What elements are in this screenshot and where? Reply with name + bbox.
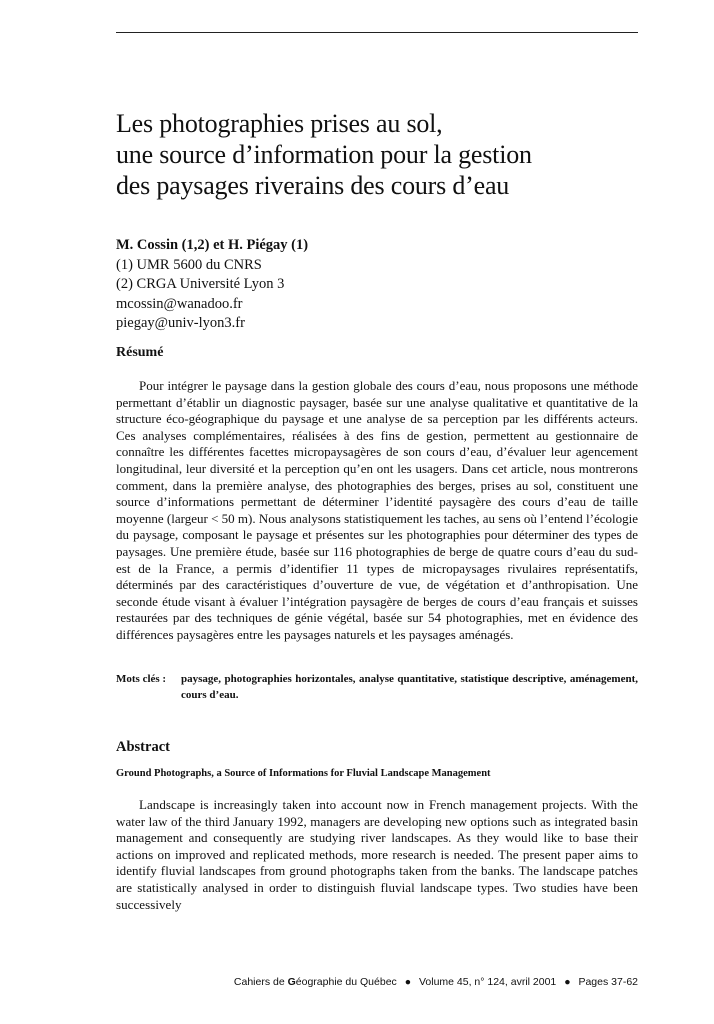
email-1: mcossin@wanadoo.fr	[116, 295, 243, 312]
author-block	[116, 236, 516, 334]
journal-prefix: Cahiers de	[233, 976, 288, 988]
affiliation-2: (2) CRGA Université Lyon 3	[116, 276, 285, 292]
page-footer	[116, 976, 638, 988]
abstract-subtitle: Ground Photographs, a Source of Informations for Fluvial Landscape Management	[116, 768, 491, 779]
affiliation-1: (1) UMR 5600 du CNRS	[116, 256, 262, 273]
author-names: M. Cossin (1,2) et H. Piégay (1)	[116, 237, 309, 253]
volume-info: Volume 45, n° 124, avril 2001	[418, 976, 557, 988]
journal-g: G	[287, 976, 296, 988]
keywords-label: Mots clés :	[116, 673, 167, 685]
journal-suffix: éographie du Québec	[295, 976, 397, 988]
resume-heading: Résumé	[116, 345, 164, 360]
abstract-paragraph: Landscape is increasingly taken into account now in French management projects. With the water law of the third January 1992, managers are developing new options such as integrated basin management and consequently are studying river landscapes. As they would like to base their actions on improved and replicated methods, more research is needed. The present paper aims to identify fluvial landscapes from ground photographs taken from the banks. The landscape patches are statistically analysed in order to distinguish fluvial landscape types. Two studies have been successively	[116, 797, 638, 912]
keywords-block	[116, 672, 638, 703]
bullet-icon: ●	[404, 976, 412, 988]
page-range: Pages 37-62	[578, 976, 638, 988]
title-line-1: Les photographies prises au sol,	[116, 109, 443, 138]
top-rule	[116, 32, 638, 33]
article-title	[116, 108, 656, 201]
email-2: piegay@univ-lyon3.fr	[116, 315, 245, 331]
abstract-heading: Abstract	[116, 739, 170, 755]
resume-paragraph: Pour intégrer le paysage dans la gestion globale des cours d’eau, nous proposons une méthode permettant d’établir un diagnostic paysager, basée sur une analyse qualitative et quantitative de la structure éco-géographique du paysage et une analyse de sa perception par les différents acteurs. Ces analyses complémentaires, réalisées à des fins de gestion, permettent au gestionnaire de connaître les différentes facettes micropaysagères de son cours d’eau, d’évaluer leur agencement longitudinal, leur diversité et la perception qu’en ont les usagers. Dans cet article, nous montrerons comment, dans la première analyse, des photographies des berges, prises au sol, constituent une source d’informations permettant de déterminer l’identité paysagère des cours d’eau de taille moyenne (largeur < 50 m). Nous analysons statistiquement les taches, au sens où l’entend l’écologie du paysage, composant le paysage et présentes sur les photographies pour déterminer des types de paysages. Une première étude, basée sur 116 photographies de berge de quatre cours d’eau du sud-est de la France, a permis d’identifier 11 types de micropaysages rivulaires représentatifs, déterminés par des caractéristiques d’ouverture de vue, de végétation et d’anthropisation. Une seconde étude visant à évaluer l’intégration paysagère de berges de cours d’eau français et suisses restaurées par des techniques de génie végétal, basée sur 54 photographies, met en évidence des différences paysagères entre les paysages naturels et les paysages aménagés.	[116, 378, 638, 642]
title-line-2: une source d’information pour la gestion	[116, 140, 532, 169]
keywords-text: paysage, photographies horizontales, analyse quantitative, statistique descriptive, aménagement, cours d’eau.	[181, 673, 638, 701]
bullet-icon: ●	[564, 976, 571, 988]
title-line-3: des paysages riverains des cours d’eau	[116, 171, 510, 200]
